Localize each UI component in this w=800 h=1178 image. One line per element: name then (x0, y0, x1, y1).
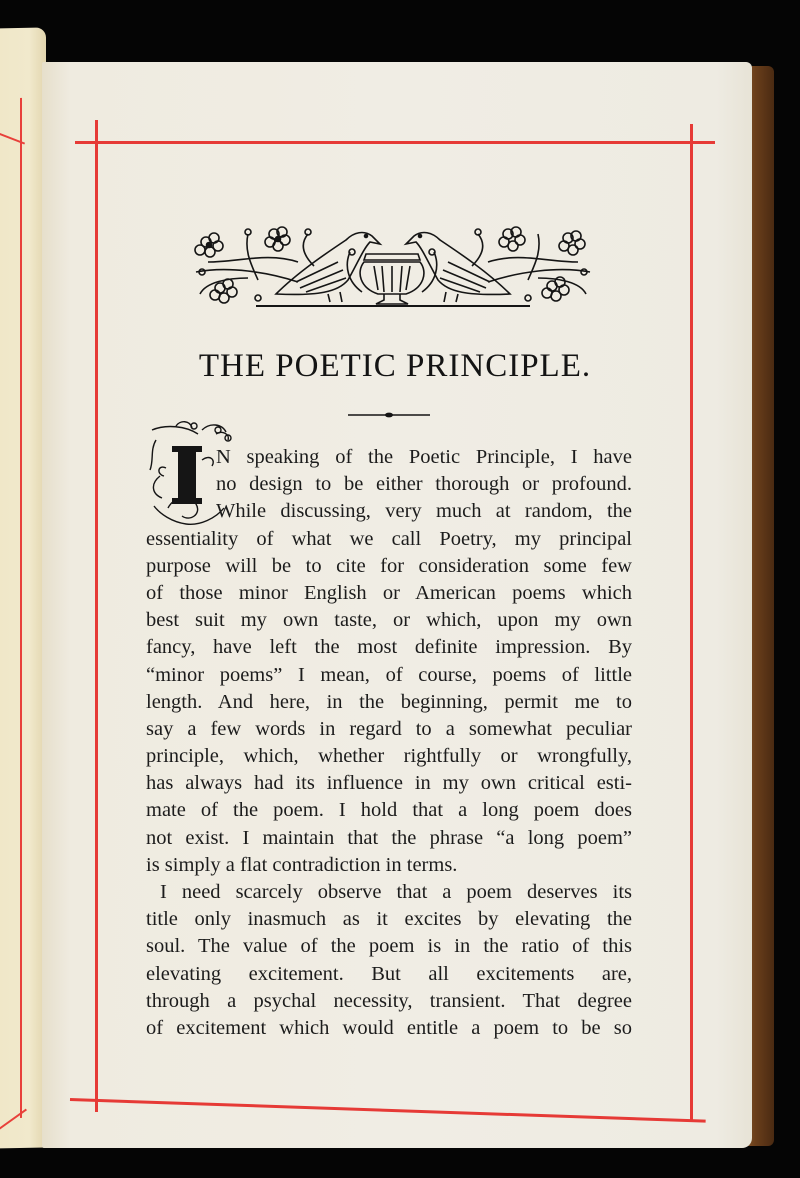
text-line: fancy, have left the most definite impression. By (146, 636, 632, 659)
text-line: purpose will be to cite for consideration some few (146, 554, 632, 577)
red-border-left (95, 120, 98, 1112)
text-line: soul. The value of the poem is in the ratio of this (146, 935, 632, 958)
page-title: THE POETIC PRINCIPLE. (198, 348, 592, 384)
red-border-top (75, 141, 715, 144)
text-line: of those minor English or American poems which (146, 581, 632, 604)
text-line: is simply a flat contradiction in terms. (146, 853, 458, 876)
text-line: of excitement which would entitle a poem to be so (146, 1016, 632, 1039)
birds-urn-headpiece-icon (188, 222, 598, 308)
flower-icon (195, 227, 290, 303)
text-line: I need scarcely observe that a poem deserves its (160, 881, 632, 903)
dotted-rule-divider-icon (348, 412, 430, 418)
text-line: has always had its influence in my own critical esti- (146, 772, 632, 795)
body-text (146, 444, 632, 1042)
red-border-right (690, 124, 693, 1120)
left-page-edge (0, 28, 46, 1149)
text-line: through a psychal necessity, transient. That degree (146, 989, 632, 1012)
text-line: N speaking of the Poetic Principle, I have (216, 446, 632, 468)
text-line: elevating excitement. But all excitements are, (146, 962, 632, 985)
text-line: While discussing, very much at random, the (216, 500, 632, 523)
text-line: length. And here, in the beginning, permit me to (146, 690, 632, 713)
left-page-rule-bottom (0, 1109, 27, 1134)
text-line: mate of the poem. I hold that a long poem does (146, 799, 632, 822)
paragraph (146, 879, 632, 1042)
text-line: essentiality of what we call Poetry, my principal (146, 527, 632, 550)
text-line: title only inasmuch as it excites by elevating the (146, 908, 632, 931)
left-page-rule (20, 98, 22, 1118)
text-line: not exist. I maintain that the phrase “a long poem” (146, 826, 632, 849)
text-line: principle, which, whether rightfully or wrongfully, (146, 745, 632, 768)
text-line: “minor poems” I mean, of course, poems of little (146, 663, 632, 686)
text-line: best suit my own taste, or which, upon my own (146, 609, 632, 632)
paragraph (146, 444, 632, 879)
text-line: say a few words in regard to a somewhat peculiar (146, 717, 632, 740)
text-line: no design to be either thorough or profound. (216, 473, 632, 496)
